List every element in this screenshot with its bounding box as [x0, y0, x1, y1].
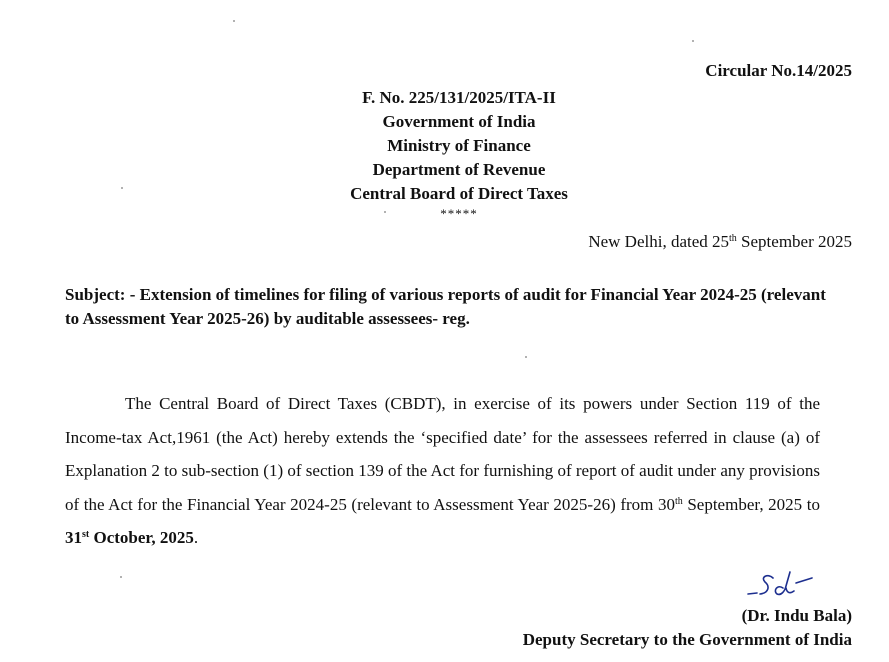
extended-date-rest: October, 2025 — [89, 528, 194, 548]
scan-speck — [233, 20, 235, 22]
dateline-prefix: New Delhi, dated 25 — [588, 232, 730, 251]
government-name: Government of India — [382, 112, 536, 131]
separator-stars: ***** — [440, 206, 478, 221]
body-paragraph — [65, 387, 820, 555]
dateline-suffix: September 2025 — [736, 232, 852, 251]
dateline-ordinal: th — [729, 233, 737, 244]
from-date-ordinal: th — [674, 495, 683, 507]
scan-speck — [120, 576, 122, 578]
extended-date — [65, 528, 194, 547]
extended-date-day: 31 — [65, 528, 82, 548]
extended-date-ordinal: st — [82, 529, 90, 541]
signatory-name: (Dr. Indu Bala) — [741, 606, 852, 625]
file-number: F. No. 225/131/2025/ITA-II — [362, 88, 556, 107]
scan-speck — [692, 40, 694, 42]
ministry-name: Ministry of Finance — [387, 136, 531, 155]
subject-line: Subject: - Extension of timelines for filing of various reports of audit for Financial Year 2024-25 (relevant to Assessment Year 2025-26) by auditable assessees- reg. — [65, 285, 826, 328]
handwritten-signature — [746, 567, 818, 603]
board-name: Central Board of Direct Taxes — [350, 184, 568, 203]
signatory-designation: Deputy Secretary to the Government of India — [522, 630, 852, 649]
scan-speck — [525, 356, 527, 358]
body-text: The Central Board of Direct Taxes (CBDT), in exercise of its powers under Section 119 of the Income-tax Act,1961 (the Act) hereby extends the ‘specified date’ for the assessees referred in clause (a) of Explanation 2 to sub-section (1) of section 139 of the Act for furnishing of report of audit under any provisions of the Act for the Financial Year 2024-25 (relevant to Assessment Year 2025-26) from 30 — [65, 394, 820, 514]
department-name: Department of Revenue — [372, 160, 546, 179]
circular-number: Circular No.14/2025 — [705, 61, 852, 80]
body-text-continued: September, 2025 to — [682, 494, 820, 514]
body-end: . — [193, 528, 199, 548]
dateline — [588, 232, 852, 252]
